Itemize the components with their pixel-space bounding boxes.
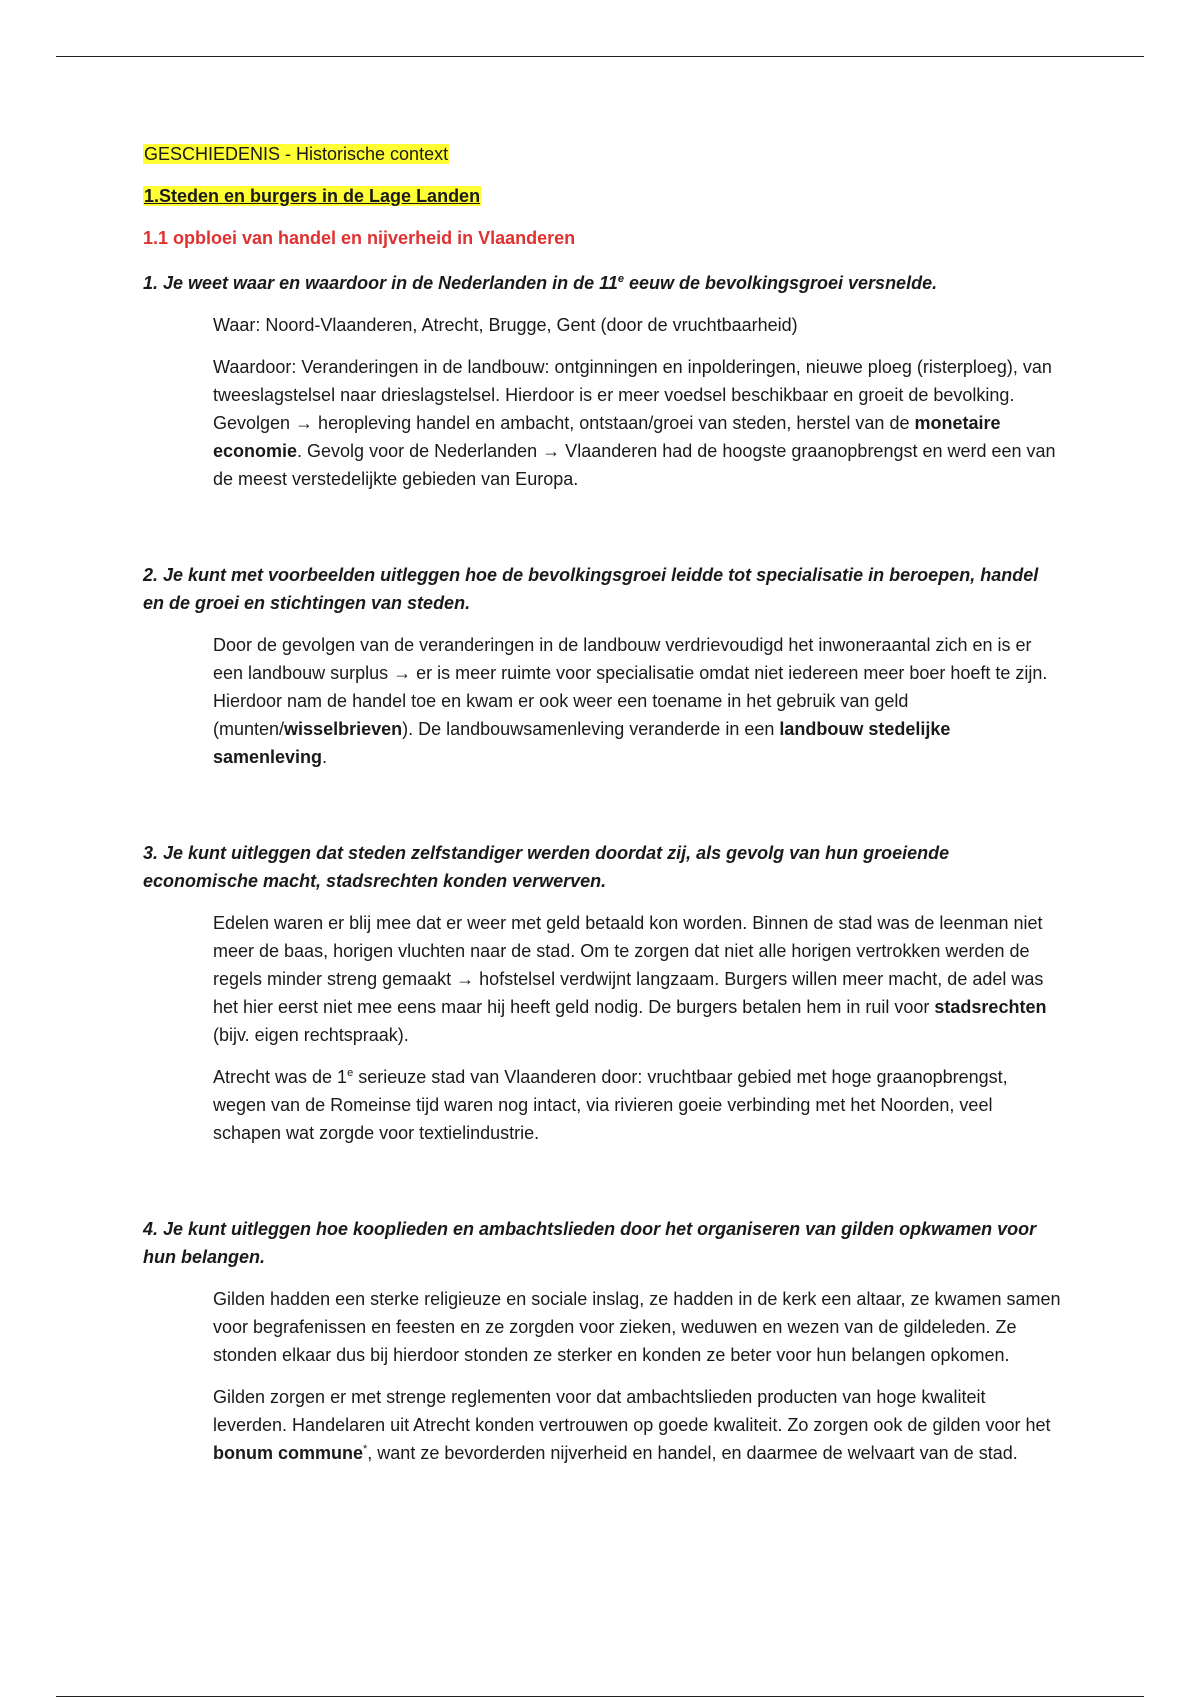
chapter-heading [143, 185, 1063, 207]
spacer [143, 507, 1063, 561]
question-4: 4. Je kunt uitleggen hoe kooplieden en ambachtslieden door het organiseren van gilden opkwamen voor hun belangen. [143, 1219, 1037, 1267]
spacer [143, 1161, 1063, 1215]
question-1: 1. Je weet waar en waardoor in de Nederlanden in de 11e eeuw de bevolkingsgroei versnelde. [143, 273, 938, 293]
document-body [143, 143, 1063, 1481]
header-rule [56, 56, 1144, 57]
question-3: 3. Je kunt uitleggen dat steden zelfstandiger werden doordat zij, als gevolg van hun groeiende economische macht, stadsrechten konden verwerven. [143, 843, 950, 891]
chapter-heading-text: 1.Steden en burgers in de Lage Landen [144, 186, 481, 206]
answer-4-bonum-commune: Gilden zorgen er met strenge reglementen voor dat ambachtslieden producten van hoge kwaliteit leverden. Handelaren uit Atrecht konden vertrouwen op goede kwaliteit. Zo zorgen ook de gilden voor het bonum commune*, want ze bevorderden nijverheid en handel, en daarmee de welvaart van de stad. [213, 1387, 1051, 1463]
section-heading: 1.1 opbloei van handel en nijverheid in Vlaanderen [143, 228, 576, 248]
answer-1-waardoor: Waardoor: Veranderingen in de landbouw: ontginningen en inpolderingen, nieuwe ploeg (risterploeg), van tweeslagstelsel naar drieslagstelsel. Hierdoor is er meer voedsel beschikbaar en groeit de bevolking. Gevolgen → heropleving handel en ambacht, ontstaan/groei van steden, herstel van de monetaire economie. Gevolg voor de Nederlanden → Vlaanderen had de hoogste graanopbrengst en werd een van de meest verstedelijkte gebieden van Europa. [213, 357, 1056, 489]
answer-3-stadsrechten: Edelen waren er blij mee dat er weer met geld betaald kon worden. Binnen de stad was de leenman niet meer de baas, horigen vluchten naar de stad. Om te zorgen dat niet alle horigen vertrokken werden de regels minder streng gemaakt → hofstelsel verdwijnt langzaam. Burgers willen meer macht, de adel was het hier eerst niet mee eens maar hij heeft geld nodig. De burgers betalen hem in ruil voor stadsrechten (bijv. eigen rechtspraak). [213, 913, 1047, 1045]
document-title [143, 143, 1063, 165]
spacer [143, 785, 1063, 839]
answer-4-gilden: Gilden hadden een sterke religieuze en sociale inslag, ze hadden in de kerk een altaar, ze kwamen samen voor begrafenissen en feesten en ze zorgden voor zieken, weduwen en wezen van de gildeleden. Ze stonden elkaar dus bij hierdoor stonden ze sterker en konden ze beter voor hun belangen opkomen. [213, 1289, 1061, 1365]
answer-2: Door de gevolgen van de veranderingen in de landbouw verdrievoudigd het inwoneraantal zich en is er een landbouw surplus → er is meer ruimte voor specialisatie omdat niet iedereen meer boer hoeft te zijn. Hierdoor nam de handel toe en kwam er ook weer een toename in het gebruik van geld (munten/wisselbrieven). De landbouwsamenleving veranderde in een landbouw stedelijke samenleving. [213, 635, 1048, 767]
answer-3-atrecht: Atrecht was de 1e serieuze stad van Vlaanderen door: vruchtbaar gebied met hoge graanopbrengst, wegen van de Romeinse tijd waren nog intact, via rivieren goeie verbinding met het Noorden, veel schapen wat zorgde voor textielindustrie. [213, 1067, 1008, 1143]
answer-1-waar: Waar: Noord-Vlaanderen, Atrecht, Brugge, Gent (door de vruchtbaarheid) [213, 315, 798, 335]
question-2: 2. Je kunt met voorbeelden uitleggen hoe de bevolkingsgroei leidde tot specialisatie in beroepen, handel en de groei en stichtingen van steden. [143, 565, 1039, 613]
document-title-text: GESCHIEDENIS - Historische context [144, 144, 449, 164]
footer-rule [56, 1696, 1144, 1697]
